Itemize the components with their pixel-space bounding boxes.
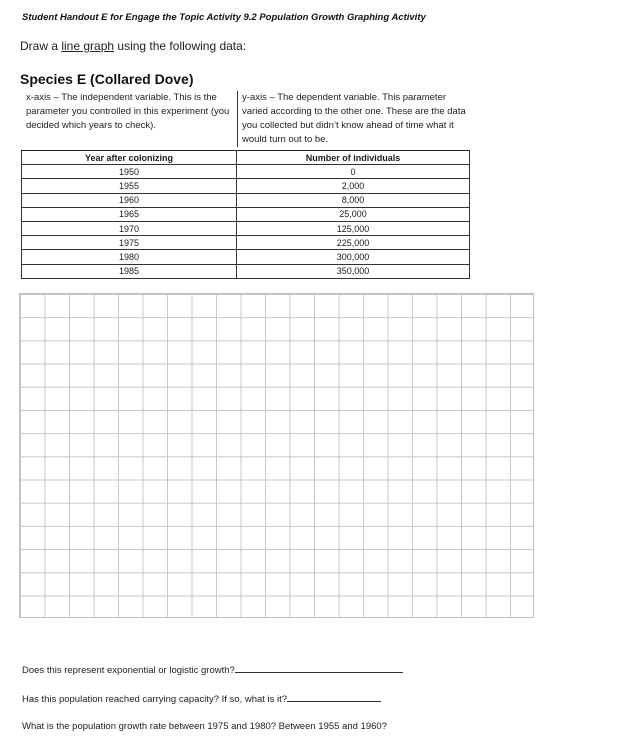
question-3 (22, 721, 387, 732)
question-1-text: Does this represent exponential or logistic growth? (22, 665, 235, 676)
instruction-suffix: using the following data: (114, 39, 247, 53)
table-row (22, 264, 470, 278)
year-cell: 1985 (22, 264, 237, 278)
year-cell: 1970 (22, 221, 237, 235)
header-year: Year after colonizing (22, 151, 237, 165)
answer-1-blank[interactable] (235, 663, 403, 673)
instruction (20, 39, 246, 53)
year-cell: 1960 (22, 193, 237, 207)
question-3-text: What is the population growth rate between 1975 and 1980? Between 1955 and 1960? (22, 721, 387, 732)
instruction-underlined: line graph (61, 39, 115, 53)
table-row (22, 236, 470, 250)
count-cell: 300,000 (237, 250, 470, 264)
graph-paper-grid (19, 293, 534, 618)
count-cell: 225,000 (237, 236, 470, 250)
table-row (22, 250, 470, 264)
table-row (22, 165, 470, 179)
table-header-row (22, 151, 470, 165)
count-cell: 8,000 (237, 193, 470, 207)
count-cell: 2,000 (237, 179, 470, 193)
count-cell: 350,000 (237, 264, 470, 278)
year-cell: 1975 (22, 236, 237, 250)
question-2-text: Has this population reached carrying capacity? If so, what is it? (22, 694, 288, 705)
year-cell: 1965 (22, 207, 237, 221)
x-axis-description: x-axis – The independent variable. This is the parameter you controlled in this experiment (you decided which years to check). (26, 92, 230, 131)
year-cell: 1950 (22, 165, 237, 179)
handout-header: Student Handout E for Engage the Topic Activity 9.2 Population Growth Graphing Activity (22, 12, 426, 23)
table-row (22, 179, 470, 193)
table-row (22, 207, 470, 221)
data-table (21, 150, 470, 279)
count-cell: 25,000 (237, 207, 470, 221)
count-cell: 0 (237, 165, 470, 179)
instruction-prefix: Draw a (20, 39, 62, 53)
answer-2-blank[interactable] (287, 692, 381, 702)
header-individuals: Number of individuals (237, 151, 470, 165)
y-axis-description: y-axis – The dependent variable. This parameter varied according to the other one. These are the data you collected but didn’t know ahead of time what it would turn out to be. (237, 91, 472, 147)
species-title: Species E (Collared Dove) (20, 71, 194, 87)
question-1 (22, 663, 403, 676)
count-cell: 125,000 (237, 221, 470, 235)
year-cell: 1980 (22, 250, 237, 264)
year-cell: 1955 (22, 179, 237, 193)
table-row (22, 193, 470, 207)
table-row (22, 221, 470, 235)
question-2 (22, 692, 381, 705)
